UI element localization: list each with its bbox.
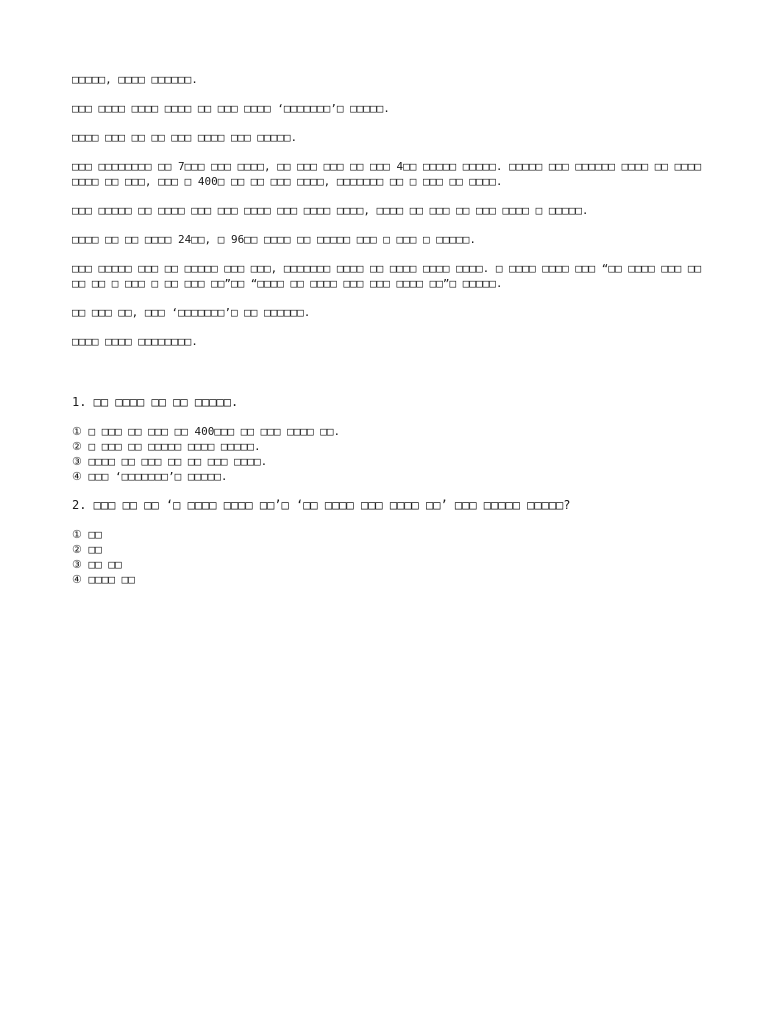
passage-paragraph: □□□ □□□□□□□□ □□ 7□□□ □□□ □□□□, □□ □□□ □□□ □□ □□□ 4□□ □□□□□ □□□□□. □□□□□ □□□ □□□□□□ □□□□ □□ □□□□ □□□□ □□ □□□, □□□ □ 400□ □□ □□ □□□ □□□□, □□□□□□□ □□ □ □□□ □□ □□□□.	[72, 160, 708, 188]
question-2	[72, 498, 702, 587]
worksheet-page	[72, 72, 708, 587]
answer-option[interactable]: ② □□	[72, 543, 102, 556]
answer-option[interactable]: ③ □□ □□	[72, 558, 122, 571]
passage-paragraph: □□□□ □□□□ □□□□□□□□.	[72, 335, 198, 348]
answer-options	[72, 424, 702, 484]
passage-paragraph: □□□□ □□□ □□ □□ □□□ □□□□ □□□ □□□□□.	[72, 131, 298, 144]
passage-paragraph: □□□□□, □□□□ □□□□□□.	[72, 73, 198, 86]
passage-paragraph: □□ □□□ □□, □□□ ‘□□□□□□□’□ □□ □□□□□□.	[72, 306, 311, 319]
question-prompt: 1. □□ □□□□ □□ □□ □□□□□.	[72, 395, 239, 409]
answer-option[interactable]: ① □ □□□ □□ □□□ □□ 400□□□ □□ □□□ □□□□ □□.	[72, 425, 341, 438]
passage-paragraph: □□□ □□□□□ □□□ □□ □□□□□ □□□ □□□, □□□□□□□ □□□□ □□ □□□□ □□□□ □□□□. □ □□□□ □□□□ □□□ “□□ □□□□ □□□ □□□□ □□ □ □□□ □ □□ □□□ □□”□□ “□□□□ □□ □□□□ □□□ □□□ □□□□ □□”□ □□□□□.	[72, 262, 702, 290]
reading-passage	[72, 72, 708, 349]
answer-option[interactable]: ② □ □□□ □□ □□□□□ □□□□ □□□□□.	[72, 440, 261, 453]
passage-paragraph: □□□ □□□□□ □□ □□□□ □□□ □□□ □□□□ □□□ □□□□ □□□□, □□□□ □□ □□□ □□ □□□ □□□□ □ □□□□□.	[72, 204, 589, 217]
question-1	[72, 395, 702, 484]
passage-paragraph: □□□ □□□□ □□□□ □□□□ □□ □□□ □□□□ ‘□□□□□□□’□ □□□□□.	[72, 102, 390, 115]
question-prompt: 2. □□□ □□ □□ ‘□ □□□□ □□□□ □□’□ ‘□□ □□□□ □□□ □□□□ □□’ □□□ □□□□□ □□□□□?	[72, 498, 571, 512]
answer-option[interactable]: ③ □□□□ □□ □□□ □□ □□ □□□ □□□□.	[72, 455, 268, 468]
answer-options	[72, 527, 702, 587]
passage-paragraph: □□□□ □□ □□ □□□□ 24□□, □ 96□□ □□□□ □□ □□□□□ □□□ □ □□□ □ □□□□□.	[72, 233, 476, 246]
answer-option[interactable]: ④ □□□□ □□	[72, 573, 135, 586]
answer-option[interactable]: ① □□	[72, 528, 102, 541]
answer-option[interactable]: ④ □□□ ‘□□□□□□□’□ □□□□□.	[72, 470, 228, 483]
